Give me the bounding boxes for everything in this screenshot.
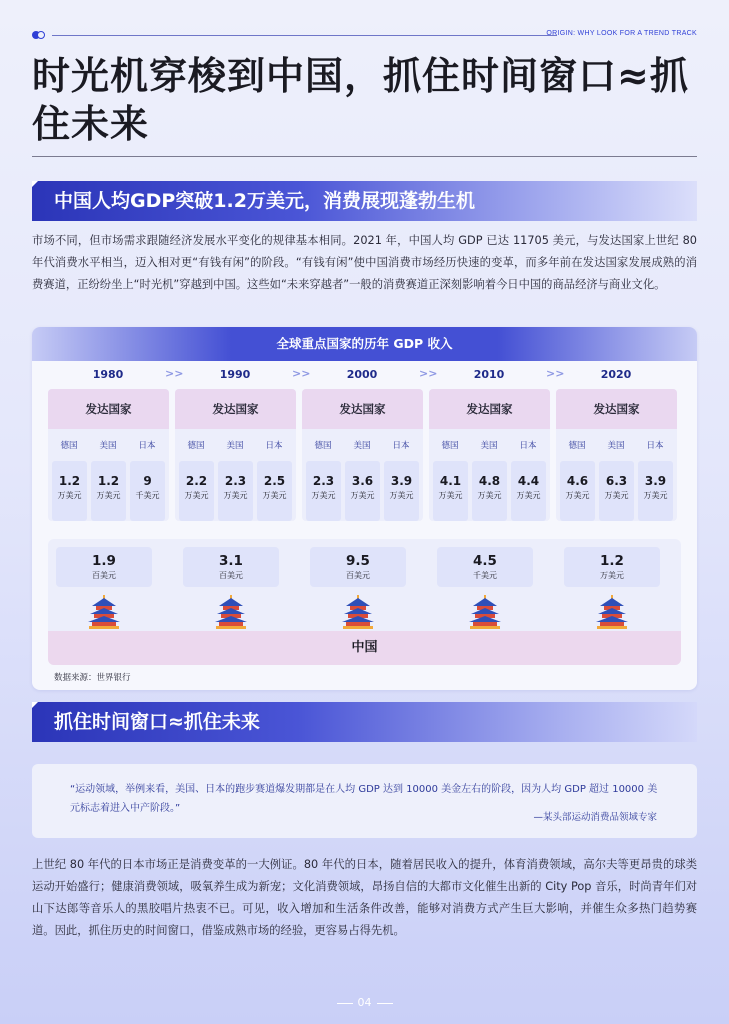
gdp-value-card [345, 461, 380, 521]
chevron-right-icon: >> [546, 367, 565, 380]
year-column [175, 389, 296, 521]
china-gdp-unit: 百美元 [219, 571, 243, 580]
gdp-value: 3.9 [644, 474, 667, 488]
country-header-row [302, 439, 423, 453]
gdp-values-row [48, 461, 169, 521]
china-gdp-value: 4.5 [473, 553, 497, 569]
country-label: 美国 [353, 441, 371, 451]
china-gdp-unit: 百美元 [92, 571, 116, 580]
developed-countries-label: 发达国家 [48, 389, 169, 429]
gdp-value: 2.3 [312, 474, 335, 488]
gdp-unit: 千美元 [135, 491, 160, 500]
country-label: 日本 [646, 441, 664, 451]
gdp-unit: 万美元 [223, 491, 248, 500]
chevron-right-icon: >> [419, 367, 438, 380]
chevron-right-icon: >> [165, 367, 184, 380]
quote-author: —某头部运动消费品领域专家 [533, 812, 657, 823]
year-column [429, 389, 550, 521]
gdp-value: 2.2 [185, 474, 208, 488]
year-label: 1990 [219, 368, 251, 381]
gdp-values-row [556, 461, 677, 521]
section-heading-window [32, 702, 697, 742]
china-gdp-row [48, 539, 681, 665]
top-bar [32, 30, 697, 42]
expert-quote [32, 764, 697, 838]
page-number [0, 996, 729, 1009]
gdp-comparison-panel [32, 327, 697, 690]
china-gdp-value: 3.1 [219, 553, 243, 569]
temple-of-heaven-icon [469, 595, 501, 629]
section-heading-text: 中国人均GDP突破1.2万美元，消费展现蓬勃生机 [54, 190, 475, 212]
china-gdp-card [310, 547, 406, 587]
year-timeline [32, 361, 697, 389]
gdp-unit: 万美元 [311, 491, 336, 500]
country-label: 德国 [568, 441, 586, 451]
china-gdp-unit: 千美元 [473, 571, 497, 580]
gdp-value: 9 [143, 474, 152, 488]
gdp-unit: 万美元 [604, 491, 629, 500]
gdp-value-card [52, 461, 87, 521]
china-gdp-card [56, 547, 152, 587]
gdp-unit: 万美元 [184, 491, 209, 500]
developed-countries-label: 发达国家 [429, 389, 550, 429]
china-gdp-card [437, 547, 533, 587]
country-label: 德国 [314, 441, 332, 451]
gdp-unit: 万美元 [643, 491, 668, 500]
gdp-value: 3.9 [390, 474, 413, 488]
year-column [556, 389, 677, 521]
country-label: 美国 [607, 441, 625, 451]
country-label: 美国 [99, 441, 117, 451]
china-gdp-value: 1.2 [600, 553, 624, 569]
country-label: 日本 [265, 441, 283, 451]
country-label: 美国 [480, 441, 498, 451]
gdp-value: 4.6 [566, 474, 589, 488]
china-gdp-card [564, 547, 660, 587]
gdp-value: 4.1 [439, 474, 462, 488]
temple-of-heaven-icon [88, 595, 120, 629]
gdp-unit: 万美元 [350, 491, 375, 500]
china-gdp-unit: 百美元 [346, 571, 370, 580]
gdp-values-row [429, 461, 550, 521]
gdp-value-card [433, 461, 468, 521]
gdp-value-card [218, 461, 253, 521]
gdp-value: 3.6 [351, 474, 374, 488]
gdp-value-card [130, 461, 165, 521]
temple-of-heaven-icon [342, 595, 374, 629]
year-label: 2010 [473, 368, 505, 381]
gdp-value: 2.3 [224, 474, 247, 488]
year-column [48, 389, 169, 521]
year-label: 1980 [92, 368, 124, 381]
quote-text: “运动领域，举例来看，美国、日本的跑步赛道爆发期都是在人均 GDP 达到 10000 美金左右的阶段，因为人均 GDP 超过 10000 美元标志着进入中产阶段。” [70, 784, 658, 814]
country-header-row [48, 439, 169, 453]
gdp-unit: 万美元 [96, 491, 121, 500]
gdp-unit: 万美元 [438, 491, 463, 500]
gdp-value: 1.2 [97, 474, 120, 488]
year-label: 2020 [600, 368, 632, 381]
gdp-unit: 万美元 [262, 491, 287, 500]
section-heading-text: 抓住时间窗口≈抓住未来 [54, 711, 260, 733]
developed-countries-grid [48, 389, 681, 521]
country-label: 德国 [441, 441, 459, 451]
china-gdp-unit: 万美元 [600, 571, 624, 580]
gdp-value-card [511, 461, 546, 521]
country-label: 日本 [138, 441, 156, 451]
gdp-value: 6.3 [605, 474, 628, 488]
country-label: 德国 [60, 441, 78, 451]
gdp-values-row [175, 461, 296, 521]
gdp-value-card [599, 461, 634, 521]
gdp-value-card [91, 461, 126, 521]
gdp-value: 4.4 [517, 474, 540, 488]
country-label: 日本 [519, 441, 537, 451]
data-source: 数据来源：世界银行 [54, 673, 131, 683]
gdp-value: 1.2 [58, 474, 81, 488]
gdp-unit: 万美元 [389, 491, 414, 500]
country-label: 日本 [392, 441, 410, 451]
panel-title: 全球重点国家的历年 GDP 收入 [32, 327, 697, 361]
gdp-value-card [638, 461, 673, 521]
gdp-unit: 万美元 [57, 491, 82, 500]
gdp-values-row [302, 461, 423, 521]
origin-tagline: ORIGIN: WHY LOOK FOR A TREND TRACK [546, 30, 697, 37]
gdp-value-card [560, 461, 595, 521]
intro-paragraph: 市场不同，但市场需求跟随经济发展水平变化的规律基本相同。2021 年，中国人均 GDP 已达 11705 美元，与发达国家上世纪 80 年代消费水平相当，迈入相对更“有钱有闲”的阶段。“有钱有闲”使中国消费市场经历快速的变革，而多年前在发达国家发展成熟的消费赛道，正纷纷坐上“时光机”穿越到中国。这些如“未来穿越者”一般的消费赛道正深刻影响着今日中国的商品经济与商业文化。 [32, 234, 697, 291]
developed-countries-label: 发达国家 [556, 389, 677, 429]
country-header-row [429, 439, 550, 453]
temple-of-heaven-icon [215, 595, 247, 629]
temple-of-heaven-icon [596, 595, 628, 629]
china-gdp-value: 1.9 [92, 553, 116, 569]
page-number-text: 04 [357, 996, 372, 1009]
china-gdp-card [183, 547, 279, 587]
gdp-unit: 万美元 [516, 491, 541, 500]
page-title: 时光机穿梭到中国，抓住时间窗口≈抓住未来 [32, 54, 689, 146]
body-paragraph: 上世纪 80 年代的日本市场正是消费变革的一大例证。80 年代的日本，随着居民收入的提升，体育消费领域，高尔夫等更昂贵的球类运动开始盛行；健康消费领域，吸氧养生成为新宠；文化消费领域，昂扬自信的大都市文化催生出新的 City Pop 音乐，时尚青年们对山下达郎等音乐人的黑胶唱片热衷不已。可见，收入增加和生活条件改善，能够对消费方式产生巨大影响，并催生众多热门趋势赛道。因此，抓住历史的时间窗口，借鉴成熟市场的经验，更容易占得先机。 [32, 858, 697, 937]
country-label: 美国 [226, 441, 244, 451]
gdp-value-card [306, 461, 341, 521]
country-header-row [175, 439, 296, 453]
gdp-value-card [257, 461, 292, 521]
gdp-value: 4.8 [478, 474, 501, 488]
country-header-row [556, 439, 677, 453]
gdp-value-card [179, 461, 214, 521]
china-gdp-value: 9.5 [346, 553, 370, 569]
china-label: 中国 [48, 631, 681, 665]
section-heading-gdp [32, 181, 697, 221]
gdp-value: 2.5 [263, 474, 286, 488]
gdp-value-card [472, 461, 507, 521]
developed-countries-label: 发达国家 [302, 389, 423, 429]
gdp-unit: 万美元 [565, 491, 590, 500]
title-divider [32, 156, 697, 157]
logo-dots-icon [32, 30, 46, 40]
header-divider [52, 35, 557, 36]
gdp-value-card [384, 461, 419, 521]
year-label: 2000 [346, 368, 378, 381]
country-label: 德国 [187, 441, 205, 451]
chevron-right-icon: >> [292, 367, 311, 380]
gdp-unit: 万美元 [477, 491, 502, 500]
year-column [302, 389, 423, 521]
developed-countries-label: 发达国家 [175, 389, 296, 429]
